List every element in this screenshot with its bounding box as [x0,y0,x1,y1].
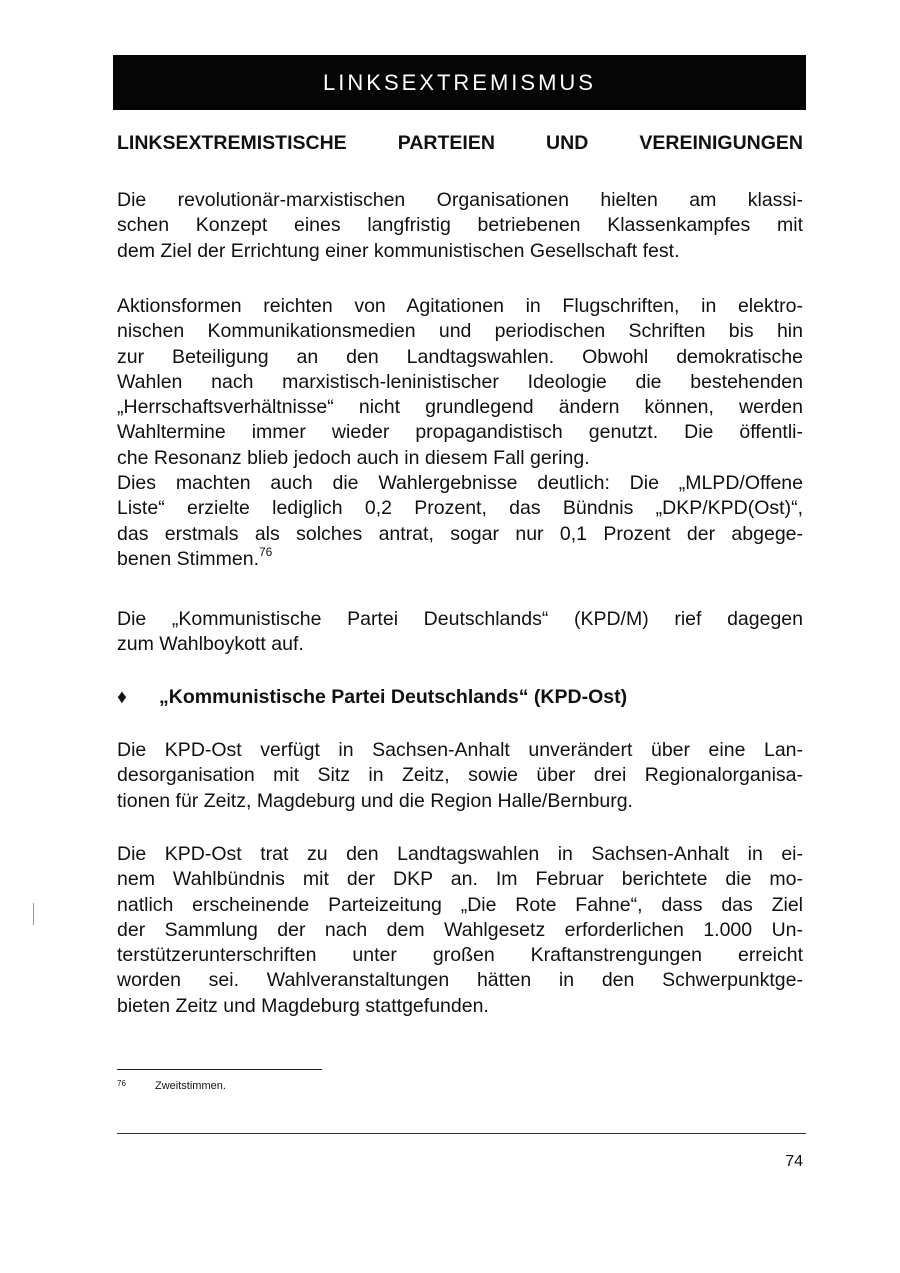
text-line: Wahltermine immer wieder propagandistisch genutzt. Die öffentli- [117,421,803,444]
section-title: LINKSEXTREMISTISCHE PARTEIEN UND VEREINIGUNGEN [117,132,803,154]
text-line: nem Wahlbündnis mit der DKP an. Im Februar berichtete die mo- [117,868,803,891]
footnote-text: Zweitstimmen. [155,1080,226,1092]
text-line: Liste“ erzielte lediglich 0,2 Prozent, das Bündnis „DKP/KPD(Ost)“, [117,497,803,520]
text-line: Aktionsformen reichten von Agitationen in Flugschriften, in elektro- [117,295,803,317]
page-footer-divider [117,1133,806,1134]
scan-mark [33,903,34,925]
paragraph-action-forms [117,294,803,471]
text-line: Die revolutionär-marxistischen Organisationen hielten am klassi- [117,189,803,211]
paragraph-kpd-ost-organisation [117,738,803,814]
text-line: „Herrschaftsverhältnisse“ nicht grundlegend ändern können, werden [117,396,803,419]
text-line: der Sammlung der nach dem Wahlgesetz erforderlichen 1.000 Un- [117,918,803,941]
text-line: das erstmals als solches antrat, sogar nur 0,1 Prozent der abgege- [117,522,803,545]
text-line: natlich erscheinende Parteizeitung „Die Rote Fahne“, dass das Ziel [117,893,803,916]
paragraph-intro [117,188,803,264]
footnote [117,1079,226,1092]
text-line: zum Wahlboykott auf. [117,633,304,656]
footnote-reference[interactable]: 76 [259,544,273,559]
text-line: Die „Kommunistische Partei Deutschlands“ (KPD/M) rief dagegen [117,608,803,630]
text-line: terstützerunterschriften unter großen Kraftanstrengungen erreicht [117,944,803,967]
text-line: bieten Zeitz und Magdeburg stattgefunden. [117,994,489,1017]
paragraph-kpd-ost-elections [117,842,803,1019]
paragraph-election-results [117,471,803,572]
paragraph-kpd-m [117,607,803,658]
text-line: worden sei. Wahlveranstaltungen hätten in den Schwerpunktge- [117,969,803,992]
text-line: nischen Kommunikationsmedien und periodischen Schriften bis hin [117,320,803,343]
text-line: Dies machten auch die Wahlergebnisse deutlich: Die „MLPD/Offene [117,472,803,494]
footnote-number: 76 [117,1079,126,1088]
footnote-divider [117,1069,322,1070]
text-line: Wahlen nach marxistisch-leninistischer Ideologie die bestehenden [117,370,803,393]
chapter-banner: LINKSEXTREMISMUS [113,55,806,110]
text-line: Die KPD-Ost verfügt in Sachsen-Anhalt unverändert über eine Lan- [117,739,803,761]
subheading-kpd-ost [117,686,627,709]
page-number: 74 [785,1153,803,1170]
text-line: che Resonanz blieb jedoch auch in diesem Fall gering. [117,446,590,469]
text-line: Die KPD-Ost trat zu den Landtagswahlen in Sachsen-Anhalt in ei- [117,843,803,865]
subheading-text: „Kommunistische Partei Deutschlands“ (KPD-Ost) [159,686,628,708]
text-line: tionen für Zeitz, Magdeburg und die Region Halle/Bernburg. [117,789,633,812]
diamond-bullet-icon: ♦ [117,686,127,708]
text-line: benen Stimmen.$^{76}$ [117,544,273,570]
text-line: zur Beteiligung an den Landtagswahlen. Obwohl demokratische [117,345,803,368]
text-line: desorganisation mit Sitz in Zeitz, sowie über drei Regionalorganisa- [117,764,803,787]
text-line: schen Konzept eines langfristig betriebenen Klassenkampfes mit [117,214,803,237]
text-line: dem Ziel der Errichtung einer kommunistischen Gesellschaft fest. [117,239,680,262]
